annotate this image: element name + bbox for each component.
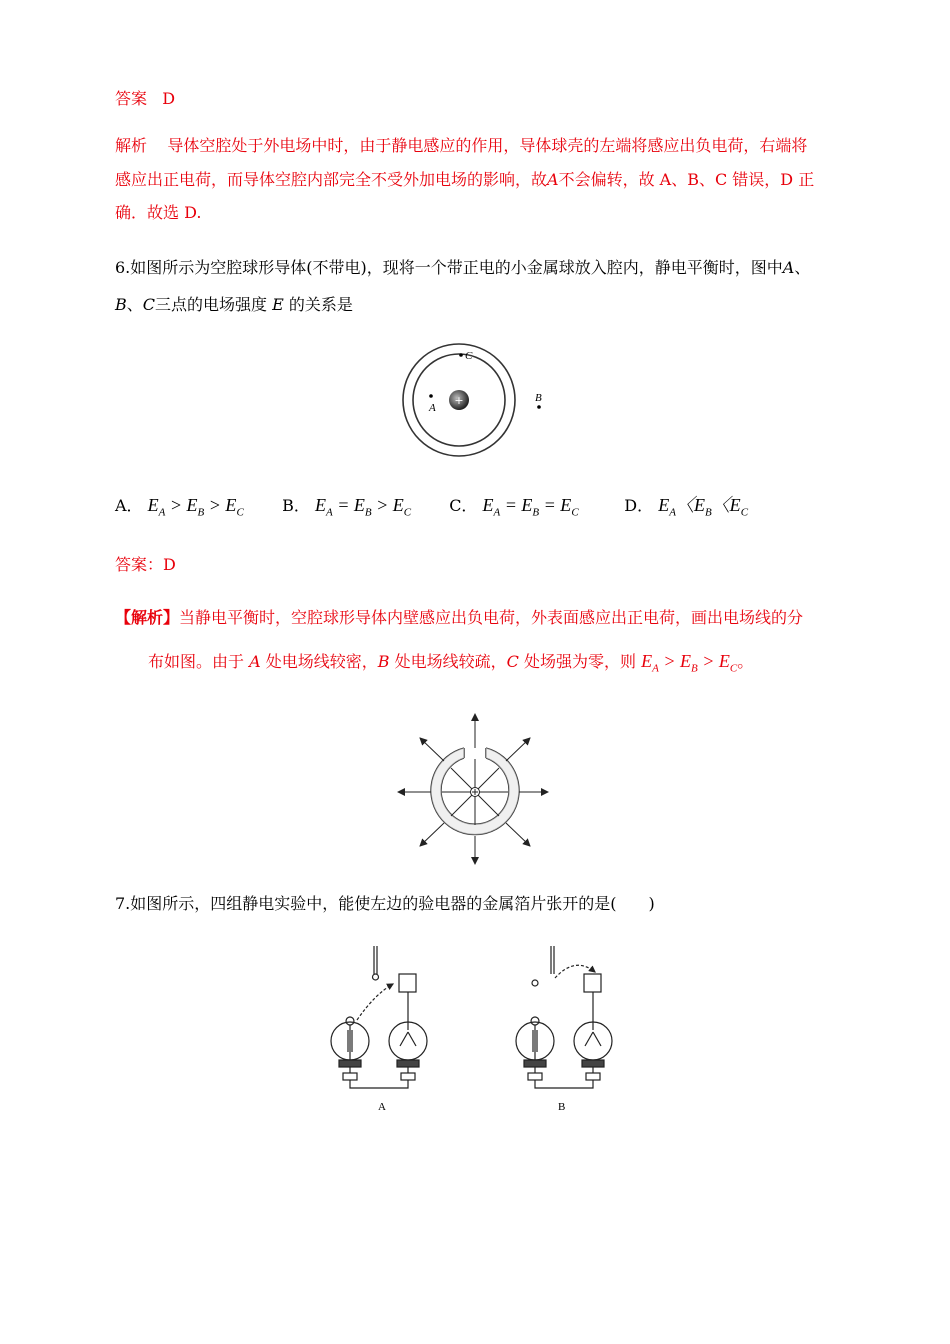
q6-analysis-end: 。 — [737, 652, 754, 671]
q6-option-b-label: B． — [282, 496, 310, 515]
q5-analysis-text2b: 不会偏转，故 A、B、C 错误，D 正 — [558, 170, 815, 189]
q6-stem-var-e: E — [272, 295, 284, 314]
q5-answer — [115, 88, 175, 110]
q6-option-b: B． $E_A = E_B > E_C$ — [282, 495, 412, 519]
experiment-b-label: B — [558, 1101, 566, 1113]
q6-stem-line2 — [115, 294, 353, 316]
q6-analysis-expr: $E_A > E_B > E_C$ — [641, 651, 738, 675]
q6-stem-sep2: 、 — [126, 295, 143, 314]
q5-answer-value: D — [162, 89, 176, 108]
q5-answer-label: 答案 — [115, 89, 148, 108]
q6-answer: 答案：D — [115, 555, 176, 574]
q6-option-d: D． $E_A$〈$E_B$〈$E_C$ — [624, 495, 749, 519]
q6-stem-var-a: A — [782, 258, 795, 277]
q6-stem-text2a: 三点的电场强度 — [155, 295, 268, 314]
experiment-b — [516, 946, 612, 1088]
q6-stem-var-b: B — [115, 295, 127, 314]
q6-stem-text2b: 的关系是 — [288, 295, 353, 314]
q6-option-c-label: C． — [449, 496, 478, 515]
q6-analysis-var-a: A — [249, 652, 261, 671]
q6-analysis-text2d: 处场强为零，则 — [524, 652, 637, 671]
q5-analysis-label: 解析 — [115, 136, 148, 155]
q6-analysis-var-b: B — [377, 652, 390, 671]
experiment-a — [331, 946, 427, 1088]
q6-stem-text1: 6.如图所示为空腔球形导体(不带电)，现将一个带正电的小金属球放入腔内，静电平衡时，图中 — [115, 258, 783, 277]
label-a: A — [429, 402, 436, 414]
q6-analysis-var-c: C — [506, 652, 519, 671]
label-c: C — [465, 350, 473, 362]
q5-analysis-text2a: 感应出正电荷，而导体空腔内部完全不受外加电场的影响，故 — [115, 170, 548, 189]
q6-analysis-text1: 当静电平衡时，空腔球形导体内壁感应出负电荷，外表面感应出正电荷，画出电场线的分 — [179, 608, 804, 627]
q6-option-c: C． $E_A = E_B = E_C$ — [449, 495, 579, 519]
q6-stem-var-c: C — [142, 295, 156, 314]
q7-stem: 7.如图所示，四组静电实验中，能使左边的验电器的金属箔片张开的是( ) — [115, 894, 655, 913]
point-b — [537, 405, 541, 409]
q5-analysis-var: A — [547, 170, 559, 189]
q5-analysis-line2 — [115, 169, 814, 191]
q5-analysis-line1 — [115, 135, 807, 157]
q6-sphere-figure — [400, 340, 560, 465]
point-c — [459, 353, 463, 357]
experiment-a-label: A — [378, 1101, 386, 1113]
q6-analysis-text2c: 处电场线较疏， — [394, 652, 507, 671]
q6-option-d-label: D． — [624, 496, 654, 515]
q5-analysis-line3: 确．故选 D. — [115, 203, 202, 222]
q7-electroscope-figure — [330, 938, 630, 1118]
q6-options — [115, 494, 748, 524]
q6-stem-sep: 、 — [794, 258, 811, 277]
q5-analysis-text1: 导体空腔处于外电场中时，由于静电感应的作用，导体球壳的左端将感应出负电荷，右端将 — [167, 136, 808, 155]
q6-analysis-tag: 【解析】 — [115, 608, 180, 627]
q6-analysis-line2 — [148, 650, 753, 680]
q6-analysis-text2b: 处电场线较密， — [265, 652, 378, 671]
q6-stem-line1 — [115, 257, 810, 279]
q6-field-lines-figure — [390, 708, 560, 868]
q6-analysis-line1 — [115, 607, 803, 629]
q6-analysis-text2a: 布如图。由于 — [148, 652, 245, 671]
charge-plus-label: + — [454, 394, 464, 407]
label-b: B — [535, 392, 542, 404]
q6-option-a: A． $E_A > E_B > E_C$ — [115, 495, 244, 519]
point-a — [429, 394, 433, 398]
q6-option-a-label: A． — [115, 496, 143, 515]
